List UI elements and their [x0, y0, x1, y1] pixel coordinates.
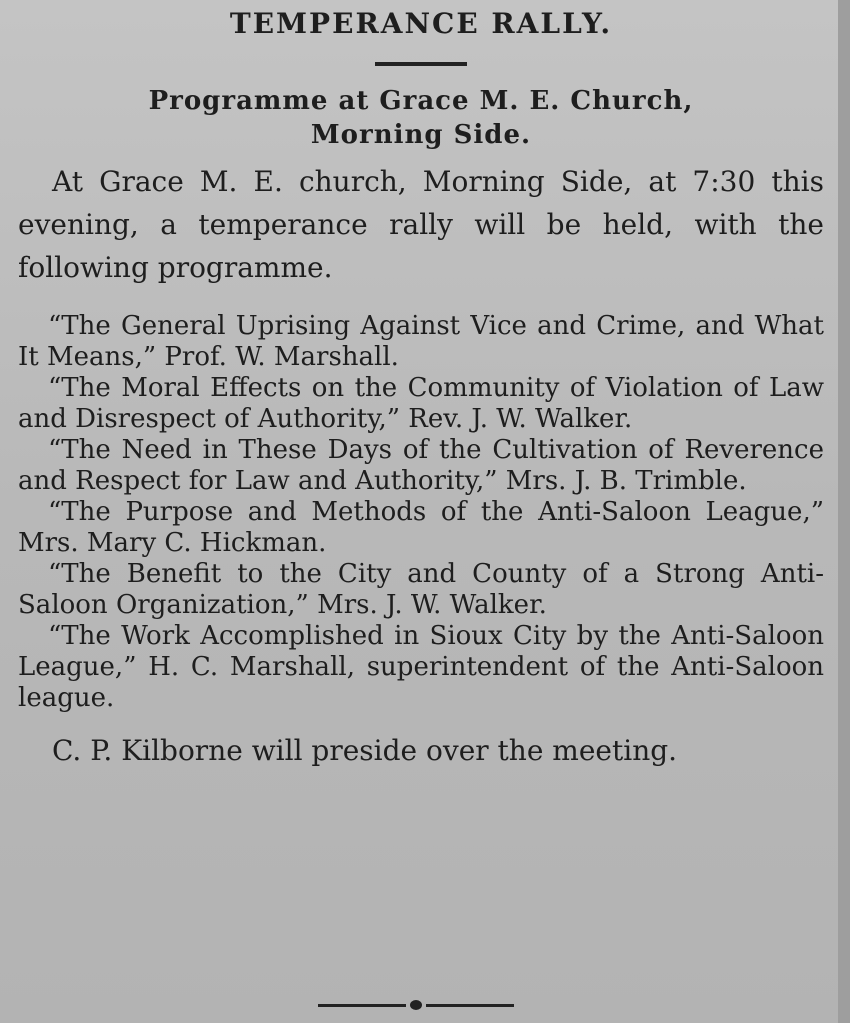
programme-item: “The General Uprising Against Vice and Crime, and What It Means,” Prof. W. Marshall.: [18, 311, 824, 372]
end-ornament: [318, 1000, 514, 1010]
ornament-line-left: [318, 1004, 406, 1007]
closing-paragraph: C. P. Kilborne will preside over the meeting.: [52, 734, 678, 767]
programme-list: [18, 311, 824, 714]
programme-item: “The Benefit to the City and County of a Strong Anti-Saloon Organization,” Mrs. J. W. Walker.: [18, 559, 824, 620]
article-body: [18, 0, 824, 769]
ornament-line-right: [426, 1004, 514, 1007]
programme-item: “The Work Accomplished in Sioux City by the Anti-Saloon League,” H. C. Marshall, superintendent of the Anti-Saloon league.: [18, 621, 824, 713]
programme-item: “The Purpose and Methods of the Anti-Saloon League,” Mrs. Mary C. Hickman.: [18, 497, 824, 558]
programme-item: “The Need in These Days of the Cultivation of Reverence and Respect for Law and Authority,” Mrs. J. B. Trimble.: [18, 435, 824, 496]
title-rule: [375, 62, 467, 66]
subhead-line-1: Programme at Grace M. E. Church,: [148, 86, 694, 116]
ornament-dot: [410, 1000, 422, 1010]
programme-item: “The Moral Effects on the Community of Violation of Law and Disrespect of Authority,” Rev. J. W. Walker.: [18, 373, 824, 434]
lead-paragraph: At Grace M. E. church, Morning Side, at 7:30 this evening, a temperance rally will be held, with the following programme.: [18, 165, 824, 284]
subhead-line-2: Morning Side.: [310, 120, 532, 150]
column-edge: [838, 0, 850, 1023]
article-title: TEMPERANCE RALLY.: [229, 7, 613, 40]
